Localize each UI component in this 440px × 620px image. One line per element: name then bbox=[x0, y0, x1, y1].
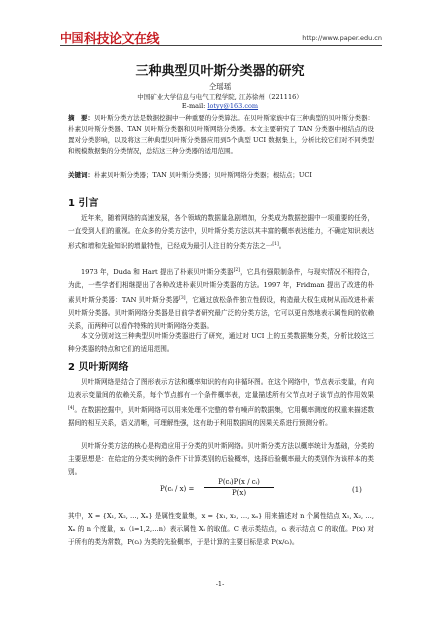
author-email-line bbox=[0, 102, 440, 110]
keywords bbox=[68, 170, 374, 181]
intro-p2-text-b: ，它具有强限制条件，与现实情况不相符合，为此，一些学者们相继提出了各种改进朴素贝叶斯分类器的方法。1997 年，Fridman 提出了改进的朴素贝叶斯分类器：TAN 贝叶斯分类器 bbox=[68, 268, 374, 305]
bn-paragraph-2: 贝叶斯分类方法的核心是构造应用于分类的贝叶斯网络。贝叶斯分类方法以概率统计为基础，分类的主要思想是：在给定的分类实例的条件下计算类别的后验概率，选择后验概率最大的类别作为该样本的类别。 bbox=[68, 442, 374, 476]
keywords-text: 朴素贝叶斯分类器；TAN 贝叶斯分类器；贝叶斯网络分类器；根结点；UCI bbox=[94, 171, 312, 179]
site-url[interactable]: http://www.paper.edu.cn bbox=[302, 34, 382, 42]
bn-p1-text-b: 。在数据挖掘中，贝叶斯网络可以用来处理不完整的带有噪声的数据集，它用概率测度的权重来描述数据间的相互关系，语义清晰，可理解性强，这有助于利用数据间的因果关系进行预测分析。 bbox=[68, 406, 374, 428]
intro-p1-text: 近年来，随着网络的高速发展，各个领域的数据量急剧增加，分类成为数据挖掘中一项重要的任务，一直受到人们的重视。在众多的分类方法中，贝叶斯分类方法以其丰富的概率表达能力，不确定知识表达形式和增和先验知识的增量特性，已经成为最引人注目的分类方法之一 bbox=[68, 214, 374, 251]
equation-fraction bbox=[204, 478, 274, 497]
paper-title: 三种典型贝叶斯分类器的研究 bbox=[135, 64, 305, 79]
abstract bbox=[68, 113, 374, 157]
bayes-equation bbox=[160, 478, 290, 504]
section-heading-bayes-network: 2 贝叶斯网络 bbox=[68, 362, 129, 373]
citation-ref: [3] bbox=[179, 296, 186, 302]
equation-denominator: P(x) bbox=[231, 489, 247, 497]
equation-numerator: P(cᵢ)P(x / cᵢ) bbox=[204, 478, 274, 488]
intro-p2-text-a: 1973 年，Duda 和 Hart 提出了朴素贝叶斯分类器 bbox=[81, 268, 234, 277]
author-affiliation: 中国矿业大学信息与电气工程学院, 江苏徐州（221116） bbox=[137, 93, 303, 101]
email-label: E-mail: bbox=[181, 102, 206, 110]
citation-ref: [4] bbox=[68, 406, 75, 411]
intro-paragraph-1 bbox=[68, 212, 374, 253]
citation-ref: [2] bbox=[233, 268, 240, 273]
page-number: -1- bbox=[215, 580, 225, 588]
intro-paragraph-3: 本文分别对这三种典型贝叶斯分类器进行了研究，通过对 UCI 上的五类数据集分类，分析比较这三种分类器的特点和它们的适用范围。 bbox=[68, 332, 374, 353]
abstract-label: 摘 要： bbox=[68, 114, 95, 122]
intro-paragraph-2 bbox=[68, 264, 374, 333]
header-divider bbox=[60, 45, 382, 46]
abstract-text: 贝叶斯分类方法是数据挖掘中一种重要的分类算法。在贝叶斯家族中有三种典型的贝叶斯分类器：朴素贝叶斯分类器、TAN 贝叶斯分类器和贝叶斯网络分类器。本文主要研究了 TAN 分类器中根结点的设置对分类影响，以及将这三种典型贝叶斯分类器应用到5个典型 UCI 数据集上，分析比较它们对不同类型和规模数据集的分类情况，总结这三种分类器的适用范围。 bbox=[68, 114, 375, 155]
citation-ref: [1] bbox=[272, 242, 279, 247]
bn-paragraph-3: 其中，X = {X₁, X₂, …, Xₙ} 是属性变量集，x = {x₁, x₂, …, xₙ} 用来描述对 n 个属性结点 X₁, X₂, …, Xₙ 的 n 个度量，xᵢ（i=1,2,…n）表示属性 Xᵢ 的取值。C 表示类结点，cᵢ 表示结点 C 的取值。P(x) 对于所有的类为常数，P(cᵢ) 为类的先验概率，于是计算的主要目标是求 P(x/cᵢ)。 bbox=[68, 512, 374, 546]
keywords-label: 关键词： bbox=[68, 171, 94, 179]
intro-p2-text-c: ，它通过放松条件独立性假设，构造最大权生成树从而改进朴素贝叶斯分类器。贝叶斯网络分类器是目前学者研究最广泛的分类方法，它可以更自然地表示属性间的依赖关系，而两种可以看作特殊的贝叶斯网络分类器。 bbox=[68, 296, 374, 331]
email-link[interactable]: lotyy@163.com bbox=[207, 102, 259, 110]
logo-prefix: 中国 bbox=[60, 30, 84, 45]
author-name: 仝瑶瑶 bbox=[208, 82, 232, 91]
section-heading-intro: 1 引言 bbox=[68, 198, 99, 209]
page-header bbox=[0, 0, 440, 50]
logo-text: 科技论文在线 bbox=[84, 31, 160, 47]
bn-p1-text-a: 贝叶斯网络是结合了图形表示方法和概率知识的有向非循环图。在这个网络中，节点表示变量，有向边表示变量间的依赖关系，每个节点都有一个条件概率表，定量描述所有父节点对子该节点的作用效果 bbox=[68, 378, 374, 399]
equation-number: (1) bbox=[352, 486, 362, 494]
intro-p1-end: 。 bbox=[278, 242, 286, 251]
bn-paragraph-1 bbox=[68, 376, 374, 430]
equation-lhs: P(cᵢ / x) = bbox=[160, 485, 195, 493]
site-logo bbox=[60, 30, 160, 47]
